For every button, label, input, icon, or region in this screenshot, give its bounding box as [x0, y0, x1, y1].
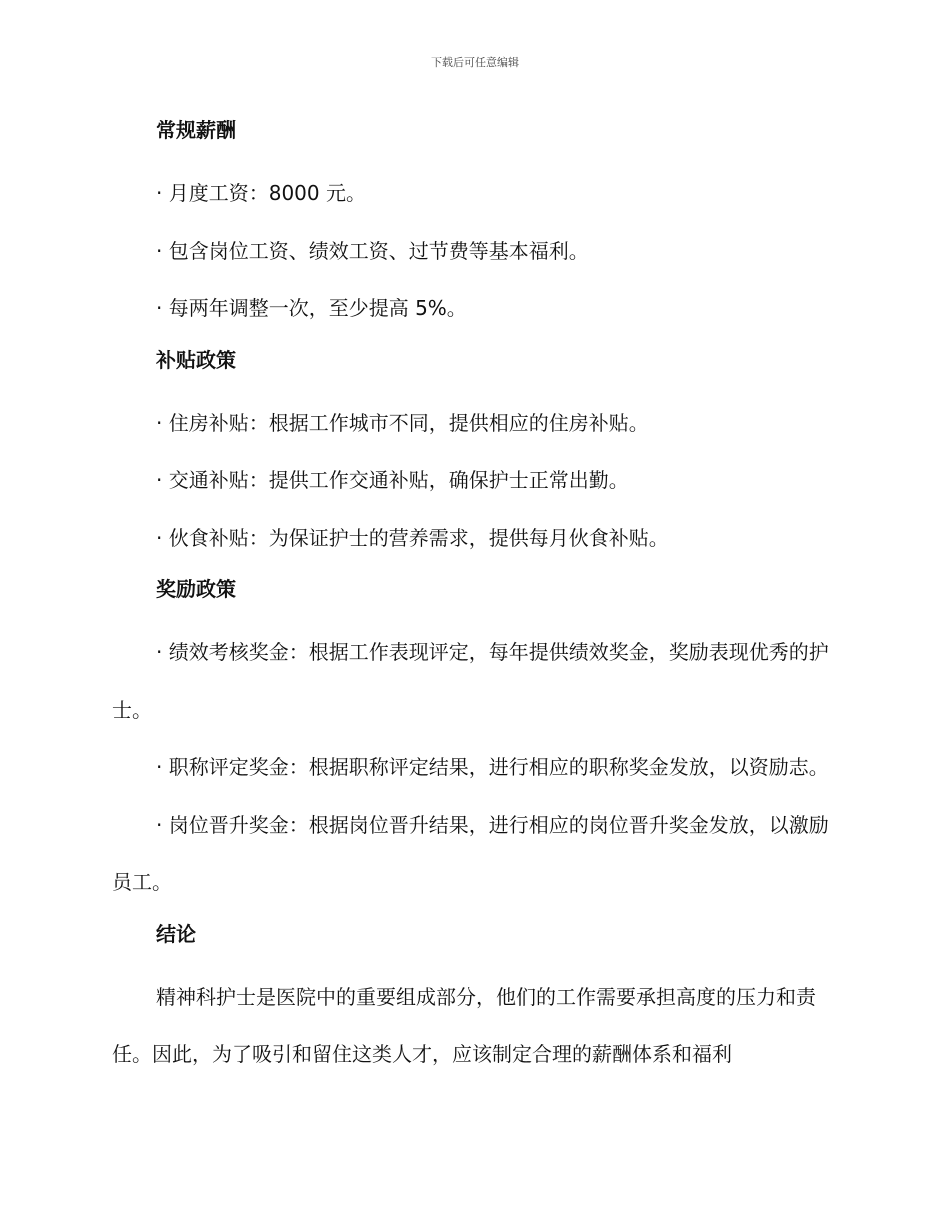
section-heading-reward-policy: 奖励政策 [156, 577, 236, 601]
page-header: 下载后可任意编辑 [431, 56, 519, 69]
section-heading-regular-pay: 常规薪酬 [156, 118, 236, 142]
document-body [112, 108, 832, 1084]
list-item: · 包含岗位工资、绩效工资、过节费等基本福利。 [156, 238, 589, 263]
conclusion-paragraph: 精神科护士是医院中的重要组成部分，他们的工作需要承担高度的压力和责任。因此，为了吸引和留住这类人才，应该制定合理的薪酬体系和福利 [112, 984, 816, 1066]
list-item: · 伙食补贴：为保证护士的营养需求，提供每月伙食补贴。 [156, 525, 669, 550]
section-heading-conclusion: 结论 [156, 921, 196, 946]
list-item: · 住房补贴：根据工作城市不同，提供相应的住房补贴。 [156, 410, 649, 435]
list-item: · 交通补贴：提供工作交通补贴，确保护士正常出勤。 [156, 468, 629, 492]
list-item: · 岗位晋升奖金：根据岗位晋升结果，进行相应的岗位晋升奖金发放，以激励员工。 [112, 812, 829, 894]
list-item: · 月度工资：8000 元。 [156, 181, 366, 205]
list-item: · 每两年调整一次，至少提高 5%。 [156, 296, 467, 320]
list-item: · 职称评定奖金：根据职称评定结果，进行相应的职称奖金发放，以资励志。 [156, 755, 829, 779]
section-heading-subsidy-policy: 补贴政策 [156, 347, 236, 372]
list-item: · 绩效考核奖金：根据工作表现评定，每年提供绩效奖金，奖励表现优秀的护士。 [112, 640, 829, 722]
